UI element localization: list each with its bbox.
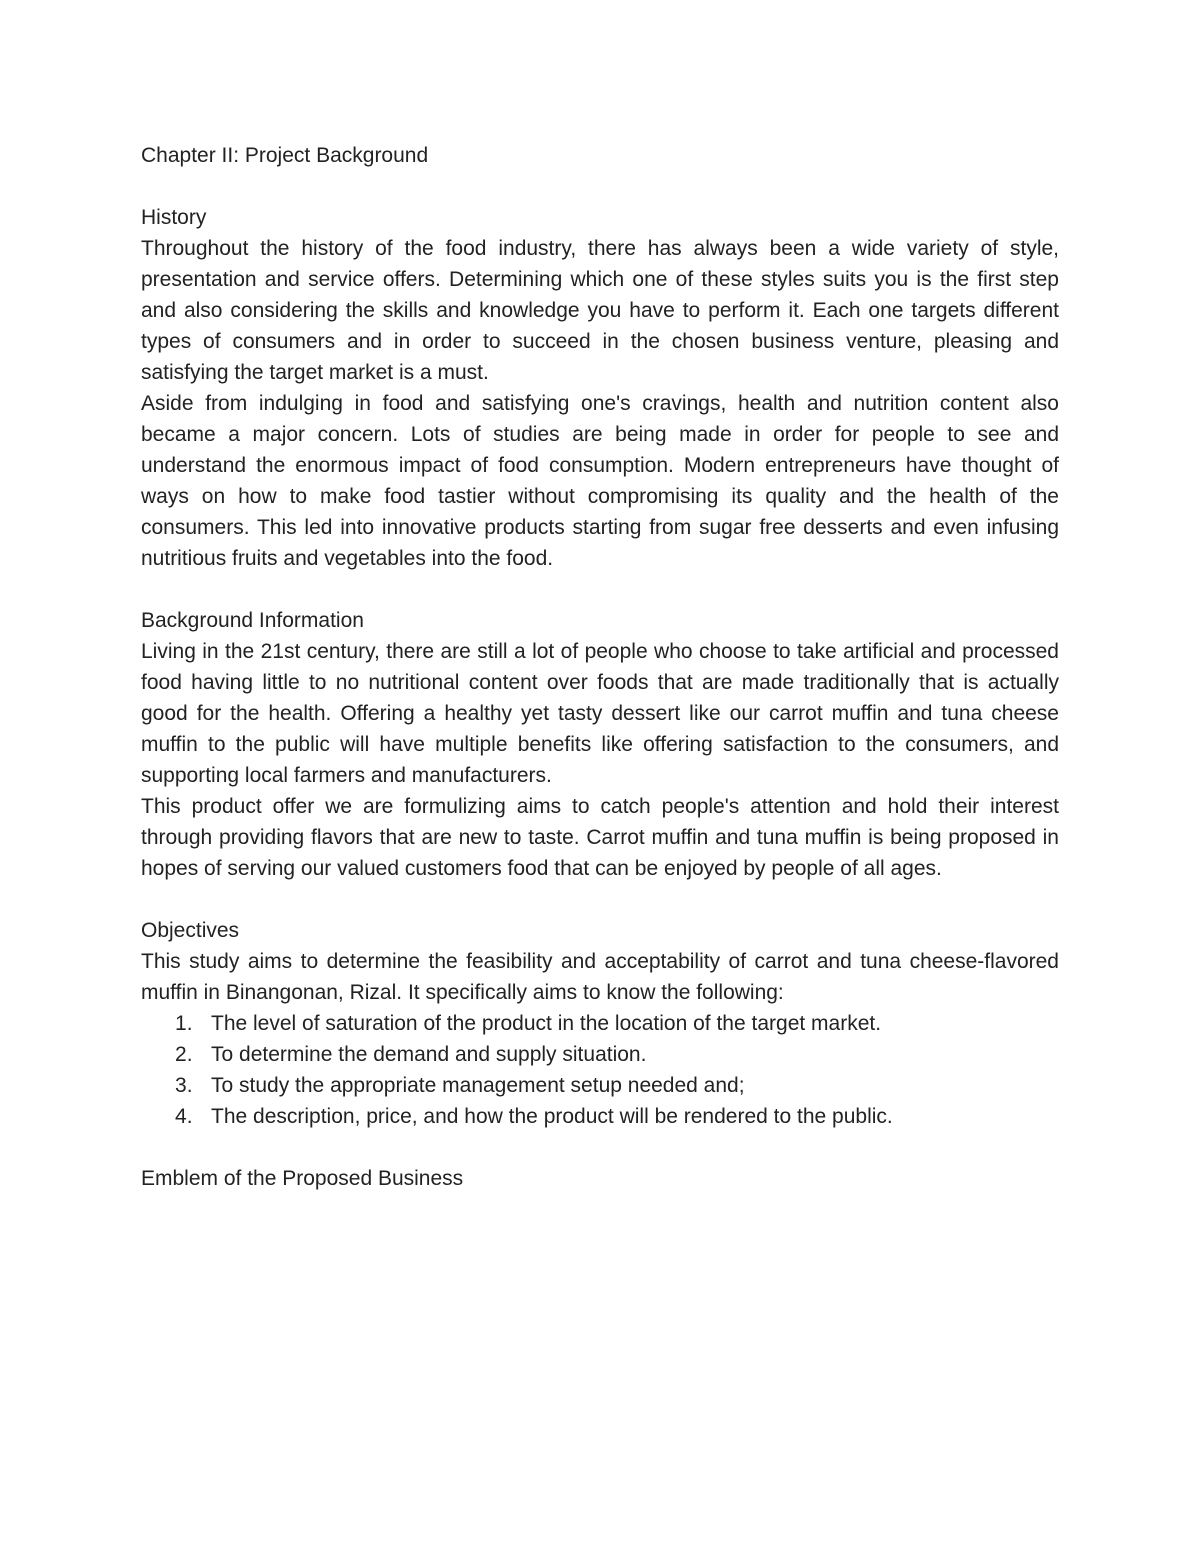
history-paragraph: Throughout the history of the food industry, there has always been a wide variety of style, presentation and service offers. Determining which one of these styles suits you is the first step and also considering the skills and knowledge you have to perform it. Each one targets different types of consumers and in order to succeed in the chosen business venture, pleasing and satisfying the target market is a must.	[141, 237, 1059, 384]
objectives-list	[141, 1008, 1059, 1132]
objective-item: The description, price, and how the product will be rendered to the public.	[211, 1105, 893, 1128]
spacer	[141, 884, 1059, 915]
history-heading: History	[141, 206, 207, 229]
objectives-section	[141, 915, 1059, 1132]
objective-item: To study the appropriate management setup needed and;	[211, 1074, 745, 1097]
history-section	[141, 202, 1059, 574]
spacer	[141, 574, 1059, 605]
objectives-intro: This study aims to determine the feasibility and acceptability of carrot and tuna cheese-flavored muffin in Binangonan, Rizal. It specifically aims to know the following:	[141, 950, 1059, 1004]
objectives-heading: Objectives	[141, 919, 240, 942]
background-paragraph: This product offer we are formulizing aims to catch people's attention and hold their interest through providing flavors that are new to taste. Carrot muffin and tuna muffin is being proposed in hopes of serving our valued customers food that can be enjoyed by people of all ages.	[141, 795, 1059, 880]
emblem-heading: Emblem of the Proposed Business	[141, 1167, 464, 1190]
background-section	[141, 605, 1059, 884]
background-paragraph: Living in the 21st century, there are still a lot of people who choose to take artificial and processed food having little to no nutritional content over foods that are made traditionally that is actually good for the health. Offering a healthy yet tasty dessert like our carrot muffin and tuna cheese muffin to the public will have multiple benefits like offering satisfaction to the consumers, and supporting local farmers and manufacturers.	[141, 640, 1059, 787]
chapter-title: Chapter II: Project Background	[141, 144, 429, 167]
objective-item: To determine the demand and supply situation.	[211, 1043, 647, 1066]
background-heading: Background Information	[141, 609, 364, 632]
spacer	[141, 1132, 1059, 1163]
document-page	[141, 140, 1059, 1194]
objective-item: The level of saturation of the product in the location of the target market.	[211, 1012, 882, 1035]
emblem-section	[141, 1163, 1059, 1194]
history-paragraph: Aside from indulging in food and satisfying one's cravings, health and nutrition content also became a major concern. Lots of studies are being made in order for people to see and understand the enormous impact of food consumption. Modern entrepreneurs have thought of ways on how to make food tastier without compromising its quality and the health of the consumers. This led into innovative products starting from sugar free desserts and even infusing nutritious fruits and vegetables into the food.	[141, 392, 1059, 570]
spacer	[141, 171, 1059, 202]
